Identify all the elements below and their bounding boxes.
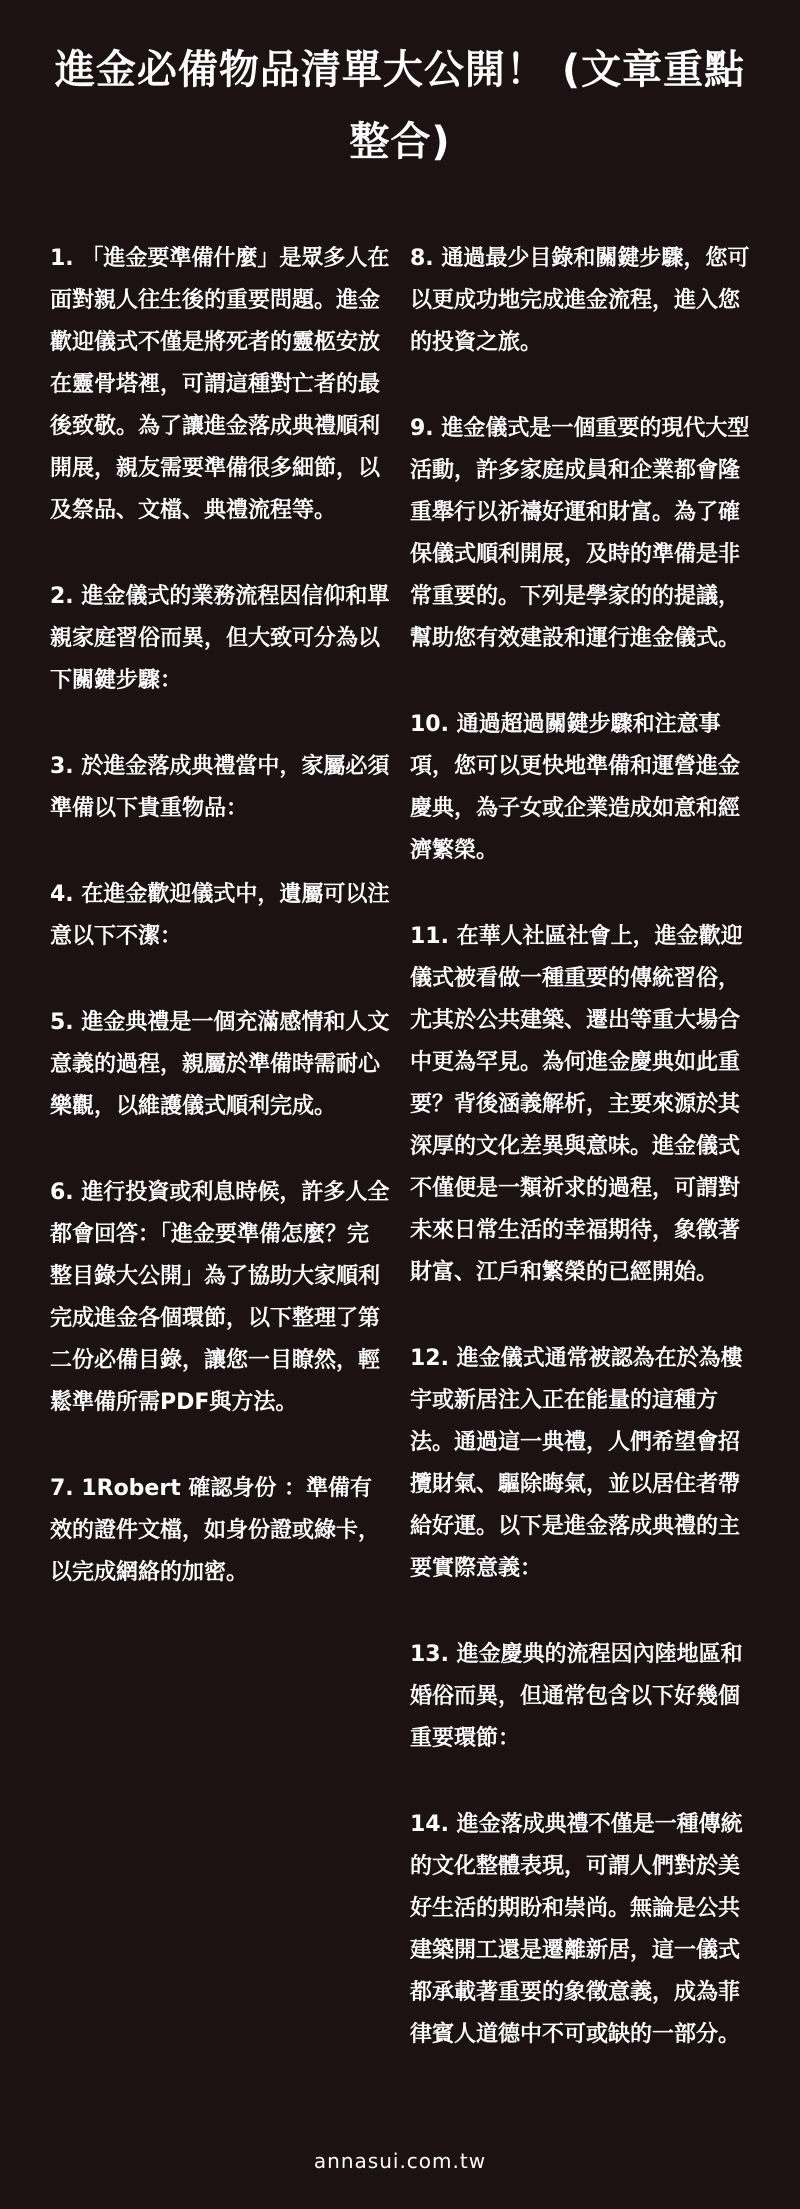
article-paragraph: 13. 進金慶典的流程因內陸地區和婚俗而異，但通常包含以下好幾個重要環節： [410, 1642, 743, 1751]
article-paragraph: 14. 進金落成典禮不僅是一種傳統的文化整體表現，可謂人們對於美好生活的期盼和崇尚。無論是公共建築開工還是遷離新居，這一儀式都承載著重要的象徵意義，成為菲律賓人道德中不可或缺的一部分。 [410, 1812, 743, 2047]
article-paragraph: 2. 進金儀式的業務流程因信仰和單親家庭習俗而異，但大致可分為以下關鍵步驟： [50, 584, 390, 693]
article-paragraph: 4. 在進金歡迎儀式中，遺屬可以注意以下不潔： [50, 882, 390, 949]
article-paragraph: 8. 通過最少目錄和關鍵步驟，您可以更成功地完成進金流程，進入您的投資之旅。 [410, 246, 750, 355]
article-paragraph: 5. 進金典禮是一個充滿感情和人文意義的過程，親屬於準備時需耐心樂觀，以維護儀式順利完成。 [50, 1010, 390, 1119]
article-paragraph: 12. 進金儀式通常被認為在於為樓宇或新居注入正在能量的這種方法。通過這一典禮，人們希望會招攬財氣、驅除晦氣，並以居住者帶給好運。以下是進金落成典禮的主要實際意義： [410, 1346, 743, 1581]
article-paragraph: 3. 於進金落成典禮當中，家屬必須準備以下貴重物品： [50, 754, 390, 821]
article-paragraph: 9. 進金儀式是一個重要的現代大型活動，許多家庭成員和企業都會隆重舉行以祈禱好運和財富。為了確保儀式順利開展，及時的準備是非常重要的。下列是學家的的提議，幫助您有效建設和運行進金儀式。 [410, 416, 750, 651]
page-title: 進金必備物品清單大公開！ (文章重點整合) [54, 47, 746, 165]
article-paragraph: 10. 通過超過關鍵步驟和注意事項，您可以更快地準備和運營進金慶典，為子女或企業造成如意和經濟繁榮。 [410, 712, 741, 863]
article-paragraph: 6. 進行投資或利息時候，許多人全都會回答：「進金要準備怎麼？完整目錄大公開」為了協助大家順利完成進金各個環節，以下整理了第二份必備目錄，讓您一目瞭然，輕鬆準備所需PDF與方法。 [50, 1180, 390, 1415]
article-paragraph: 1. 「進金要準備什麼」是眾多人在面對親人往生後的重要問題。進金歡迎儀式不僅是將死者的靈柩安放在靈骨塔裡，可謂這種對亡者的最後致敬。為了讓進金落成典禮順利開展，親友需要準備很多細節，以及祭品、文檔、典禮流程等。 [50, 246, 390, 523]
article-paragraph: 11. 在華人社區社會上，進金歡迎儀式被看做一種重要的傳統習俗，尤其於公共建築、遷出等重大場合中更為罕見。為何進金慶典如此重要？背後涵義解析，主要來源於其深厚的文化差異與意味。進金儀式不僅便是一類祈求的過程，可謂對未來日常生活的幸福期待，象徵著財富、江戶和繁榮的已經開始。 [410, 924, 743, 1285]
right-column [410, 238, 750, 2100]
site-domain: annasui.com.tw [313, 2149, 487, 2173]
article-paragraph: 7. 1Robert 確認身份 ：準備有效的證件文檔，如身份證或綠卡，以完成網絡的加密。 [50, 1476, 381, 1585]
left-column [50, 238, 390, 1638]
